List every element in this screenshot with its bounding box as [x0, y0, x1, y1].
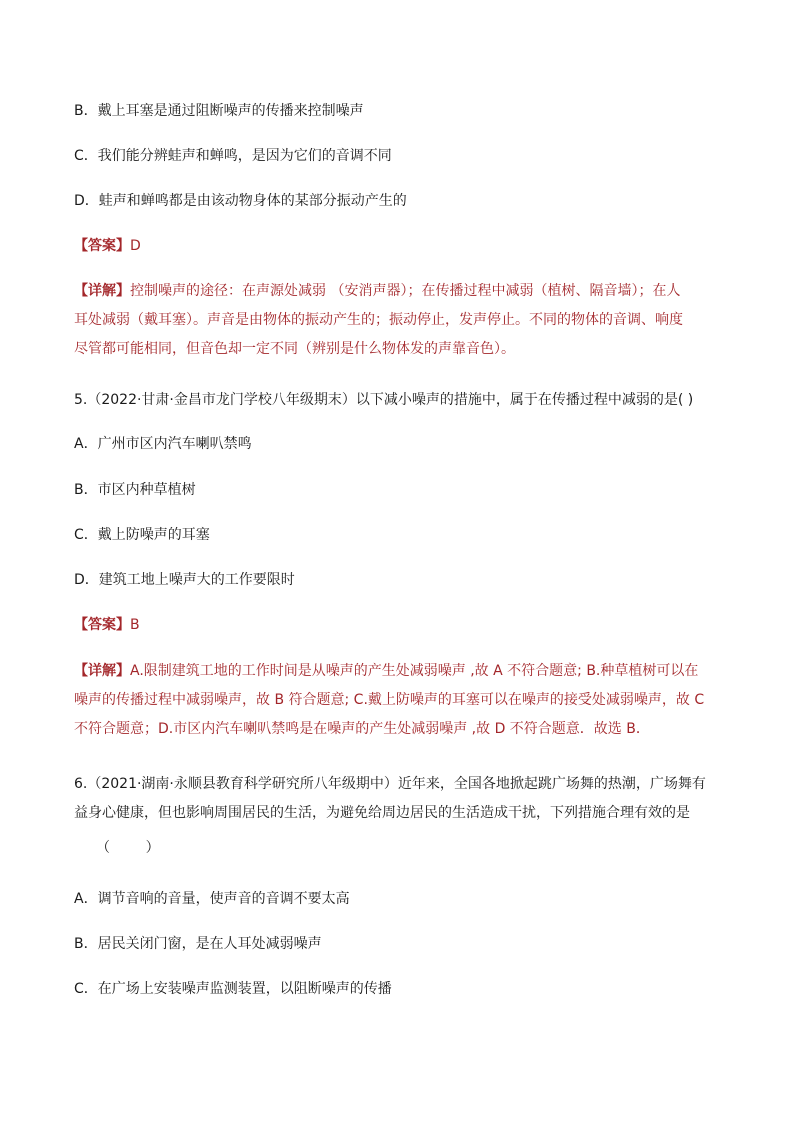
q4-option-b: B．戴上耳塞是通过阻断噪声的传播来控制噪声 — [74, 103, 364, 119]
q6-answer-parentheses: （ ） — [96, 840, 160, 856]
answer-label: 【答案】 — [74, 617, 130, 633]
detail-line: 控制噪声的途径：在声源处减弱 （安消声器）；在传播过程中减弱（植树、隔音墙）；在人 — [130, 283, 681, 299]
q6-option-c: C．在广场上安装噪声监测装置，以阻断噪声的传播 — [74, 981, 392, 997]
q5-option-b: B．市区内种草植树 — [74, 482, 196, 498]
q4-option-d: D．蛙声和蝉鸣都是由该动物身体的某部分振动产生的 — [74, 193, 407, 209]
q5-option-a: A．广州市区内汽车喇叭禁鸣 — [74, 436, 252, 452]
stem-line: 益身心健康，但也影响周围居民的生活，为避免给周边居民的生活造成干扰，下列措施合理有效的是 — [74, 805, 690, 821]
detail-line: 耳处减弱（戴耳塞）。声音是由物体的振动产生的；振动停止，发声停止。不同的物体的音调、响度 — [74, 312, 683, 328]
detail-line: 噪声的传播过程中减弱噪声，故 B 符合题意; C.戴上防噪声的耳塞可以在噪声的接受处减弱噪声，故 C — [74, 692, 705, 708]
q5-option-d: D．建筑工地上噪声大的工作要限时 — [74, 572, 295, 588]
q6-option-b: B．居民关闭门窗，是在人耳处减弱噪声 — [74, 936, 322, 952]
stem-line: 6.（2021·湖南·永顺县教育科学研究所八年级期中）近年来，全国各地掀起跳广场舞的热潮，广场舞有 — [74, 776, 706, 792]
answer-value: D — [130, 238, 141, 254]
q6-stem — [74, 770, 724, 828]
q5-answer — [74, 615, 140, 635]
detail-line: 不符合题意；D.市区内汽车喇叭禁鸣是在噪声的产生处减弱噪声 ,故 D 不符合题意．故选 B． — [74, 721, 650, 737]
q4-answer — [74, 236, 141, 256]
detail-label: 【详解】 — [74, 283, 130, 299]
q5-detail — [74, 657, 724, 744]
q5-stem: 5.（2022·甘肃·金昌市龙门学校八年级期末）以下减小噪声的措施中，属于在传播过程中减弱的是( ) — [74, 392, 694, 408]
q4-detail — [74, 277, 724, 364]
detail-line: 尽管都可能相同，但音色却一定不同（辨别是什么物体发的声靠音色）。 — [74, 341, 515, 357]
answer-value: B — [130, 617, 140, 633]
answer-label: 【答案】 — [74, 238, 130, 254]
q5-option-c: C．戴上防噪声的耳塞 — [74, 527, 210, 543]
detail-line: A.限制建筑工地的工作时间是从噪声的产生处减弱噪声 ,故 A 不符合题意; B.种草植树可以在 — [130, 663, 699, 679]
q6-option-a: A．调节音响的音量，使声音的音调不要太高 — [74, 891, 350, 907]
detail-label: 【详解】 — [74, 663, 130, 679]
q4-option-c: C．我们能分辨蛙声和蝉鸣，是因为它们的音调不同 — [74, 148, 392, 164]
